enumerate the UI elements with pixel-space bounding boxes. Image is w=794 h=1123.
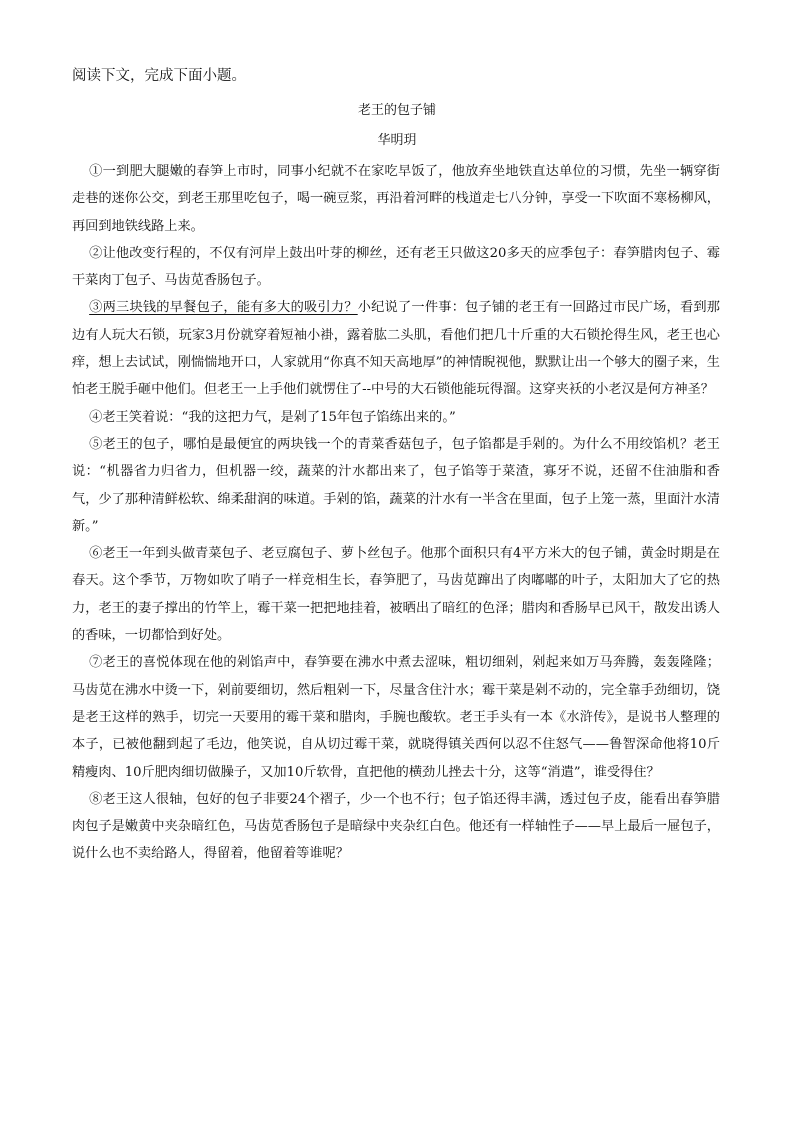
paragraph-2	[72, 240, 720, 295]
paragraph-text: ④老王笑着说：“我的这把力气，是剁了15年包子馅练出来的。”	[89, 409, 456, 425]
underlined-question: ③两三块钱的早餐包子，能有多大的吸引力？	[89, 300, 358, 316]
paragraph-text: ⑥老王一年到头做青菜包子、老豆腐包子、萝卜丝包子。他那个面积只有4平方米大的包子铺，黄金时期是在春天。这个季节，万物如吹了哨子一样竞相生长，春笋肥了，马齿苋蹿出了肉嘟嘟的叶子，太阳加大了它的热力，老王的妻子撑出的竹竿上，霉干菜一把把地挂着，被晒出了暗红的色泽；腊肉和香肠早已风干，散发出诱人的香味，一切都恰到好处。	[72, 546, 720, 644]
paragraph-3	[72, 294, 720, 403]
paragraph-text: ⑦老王的喜悦体现在他的剁馅声中，春笋要在沸水中煮去涩味，粗切细剁，剁起来如万马奔腾，轰轰隆隆；马齿苋在沸水中烫一下，剁前要细切，然后粗剁一下，尽量含住汁水；霉干菜是剁不动的，完全靠手劲细切，饶是老王这样的熟手，切完一天要用的霉干菜和腊肉，手腕也酸软。老王手头有一本《水浒传》，是说书人整理的本子，已被他翻到起了毛边，他笑说，自从切过霉干菜，就晓得镇关西何以忍不住怒气——鲁智深命他将10斤精瘦肉、10斤肥肉细切做臊子，又加10斤软骨，直把他的横劲儿挫去十分，这等“消遣”，谁受得住？	[72, 655, 720, 780]
paragraph-6	[72, 540, 720, 649]
paragraph-5	[72, 431, 720, 540]
paragraph-text: ⑤老王的包子，哪怕是最便宜的两块钱一个的青菜香菇包子，包子馅都是手剁的。为什么不用绞馅机？老王说：“机器省力归省力，但机器一绞，蔬菜的汁水都出来了，包子馅等于菜渣，寡牙不说，还留不住油脂和香气，少了那种清鲜松软、绵柔甜润的味道。手剁的馅，蔬菜的汁水有一半含在里面，包子上笼一蒸，里面汁水清新。”	[72, 436, 720, 534]
paragraph-text: ①一到肥大腿嫩的春笋上市时，同事小纪就不在家吃早饭了，他放弃坐地铁直达单位的习惯，先坐一辆穿街走巷的迷你公交，到老王那里吃包子，喝一碗豆浆，再沿着河畔的栈道走七八分钟，享受一下吹面不寒杨柳风，再回到地铁线路上来。	[72, 164, 720, 234]
article-author: 华明玥	[377, 133, 417, 148]
paragraph-text: ⑧老王这人很轴，包好的包子非要24个褶子，少一个也不行；包子馅还得丰满，透过包子皮，能看出春笋腊肉包子是嫩黄中夹杂暗红色，马齿苋香肠包子是暗绿中夹杂红白色。他还有一样轴性子——早上最后一屉包子，说什么也不卖给路人，得留着，他留着等谁呢？	[72, 791, 720, 862]
reading-instruction: 阅读下文，完成下面小题。	[72, 68, 246, 84]
article-body	[72, 158, 720, 868]
paragraph-7	[72, 649, 720, 785]
paragraph-1	[72, 158, 720, 240]
paragraph-4	[72, 404, 720, 431]
paragraph-text: ②让他改变行程的，不仅有河岸上鼓出叶芽的柳丝，还有老王只做这20多天的应季包子：春笋腊肉包子、霉干菜肉丁包子、马齿苋香肠包子。	[72, 245, 720, 289]
article-title: 老王的包子铺	[357, 103, 436, 118]
paragraph-8	[72, 786, 720, 868]
paragraph-text: 小纪说了一件事：包子铺的老王有一回路过市民广场，看到那边有人玩大石锁，玩家3月份就穿着短袖小褂，露着肱二头肌，看他们把几十斤重的大石锁抡得生风，老王也心痒，想上去试试，刚惴惴地开口，人家就用“你真不知天高地厚”的神情睨视他，默默让出一个够大的圈子来，生怕老王脱手砸中他们。但老王一上手他们就愣住了--中号的大石锁他能玩得溜。这穿夹袄的小老汉是何方神圣？	[72, 300, 720, 398]
